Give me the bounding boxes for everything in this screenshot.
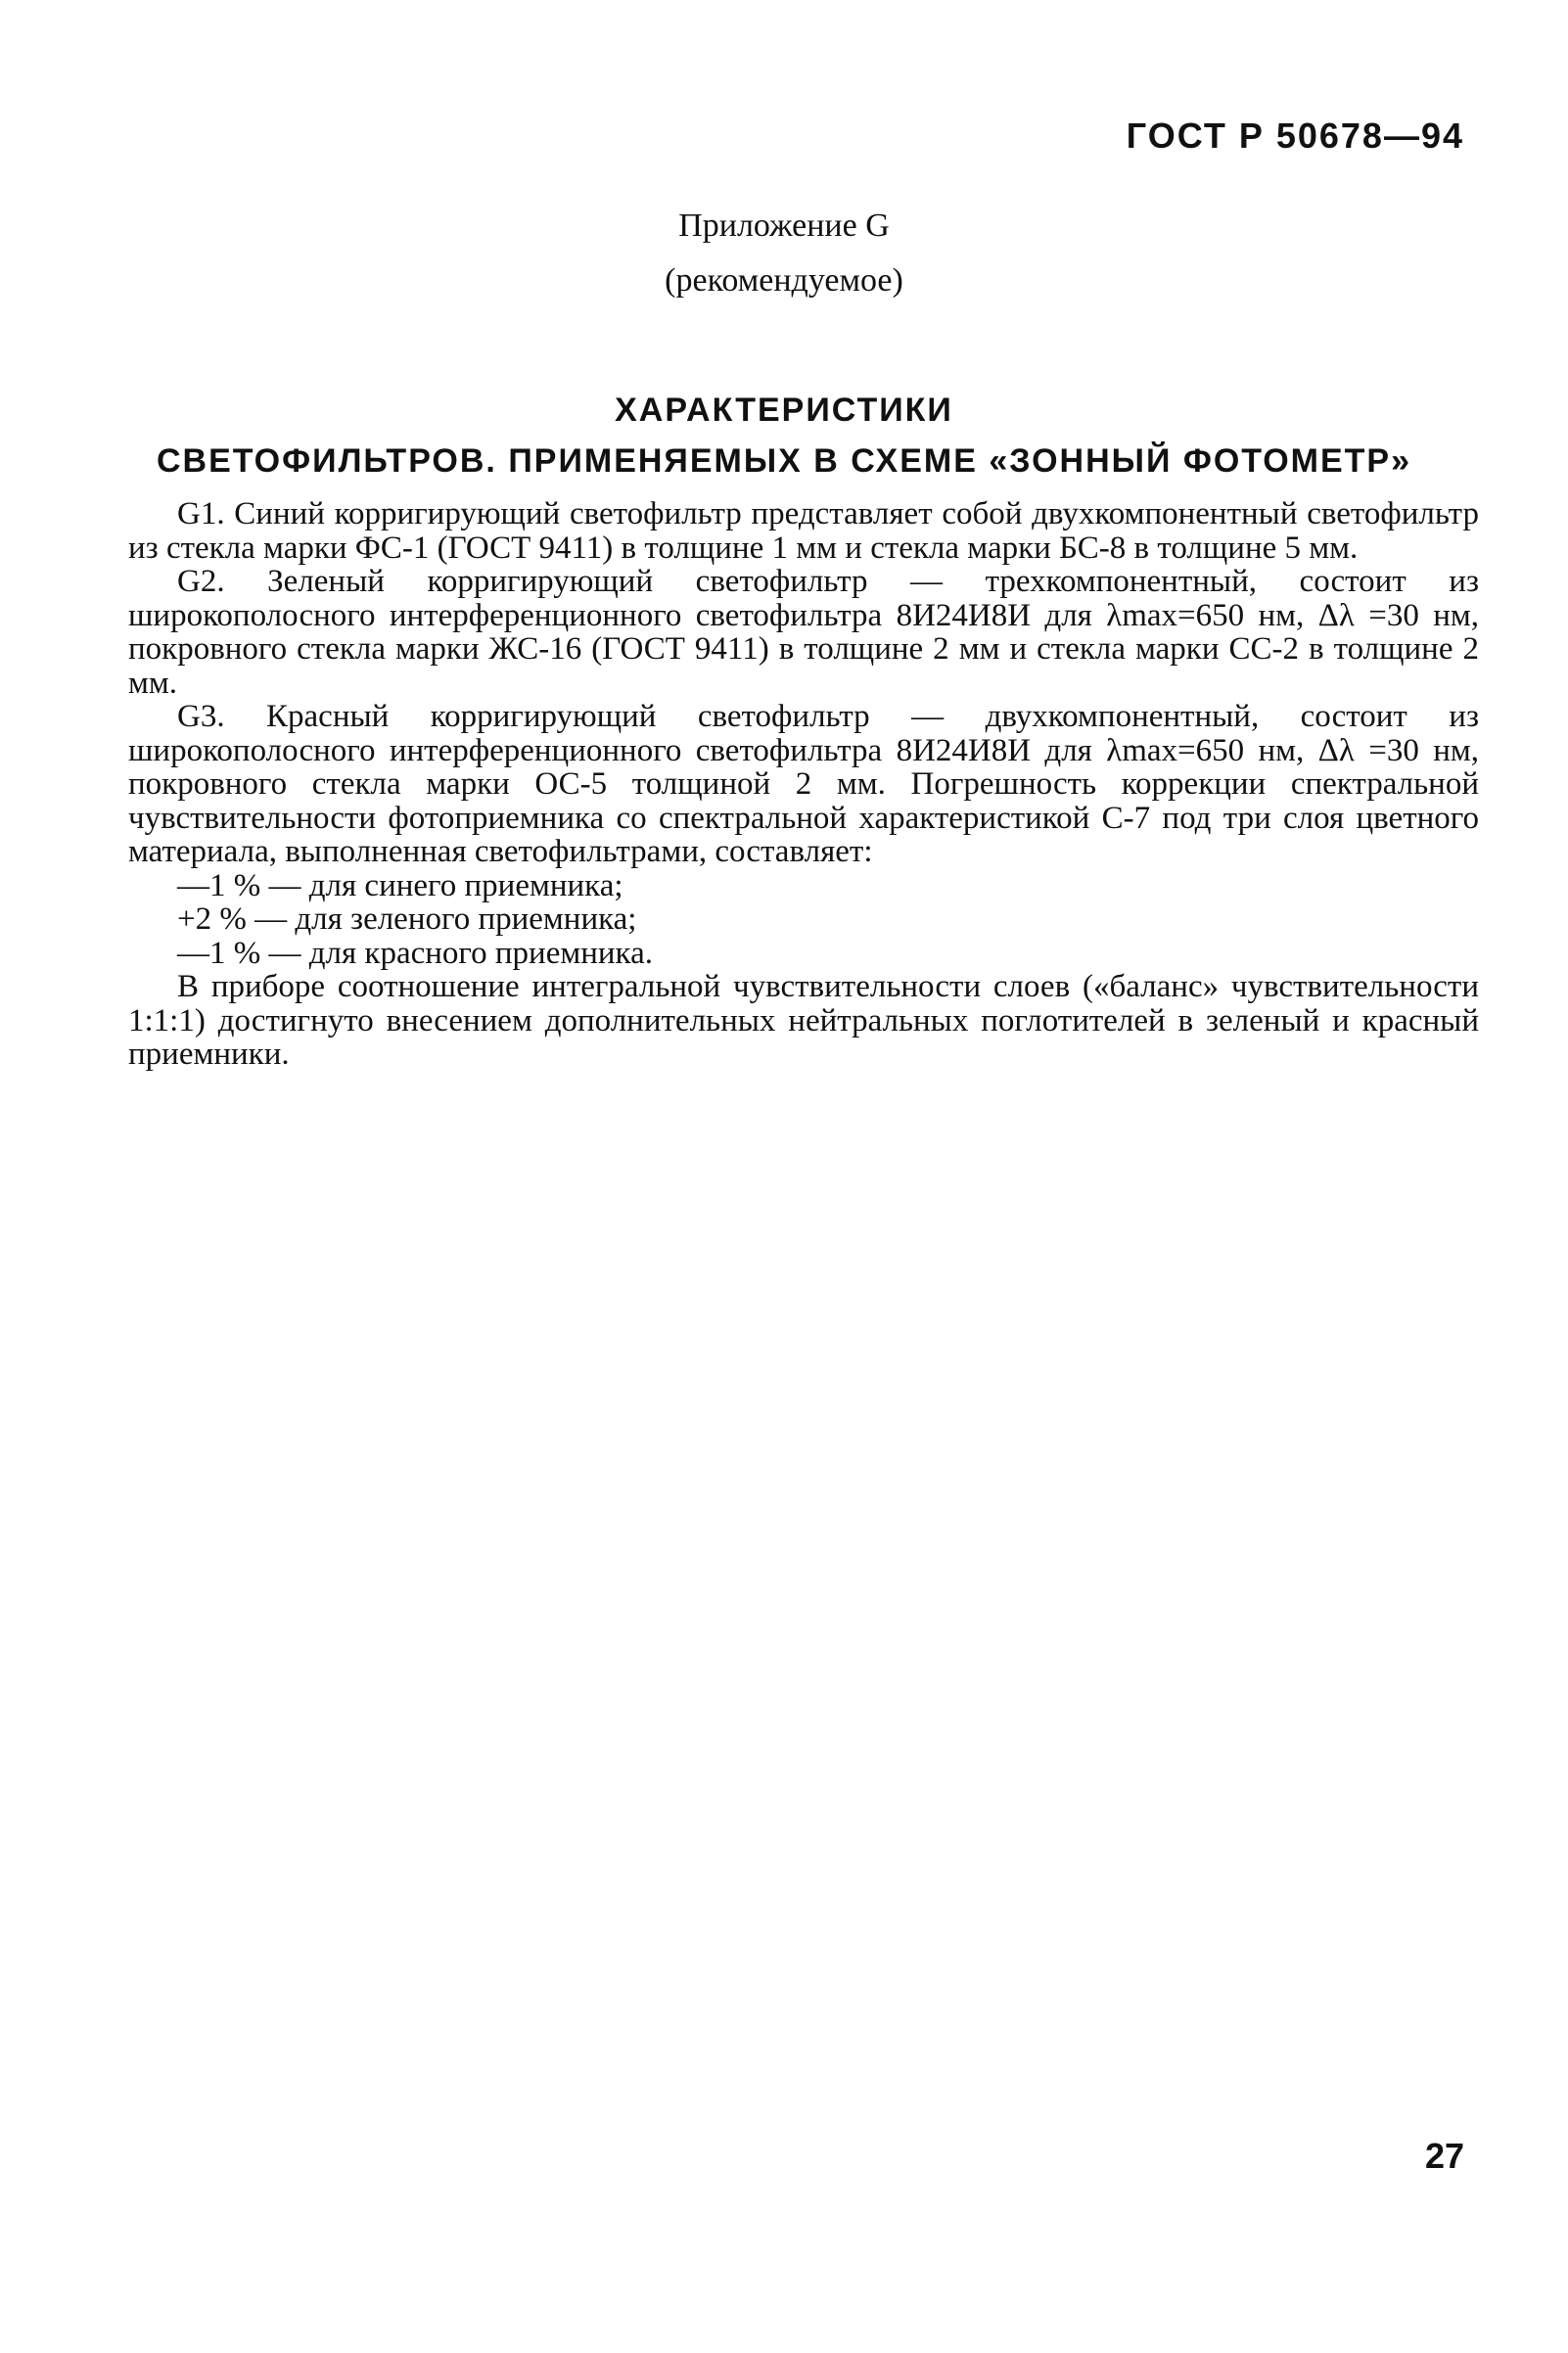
document-body [128,497,1479,1072]
section-title-line-2: СВЕТОФИЛЬТРОВ. ПРИМЕНЯЕМЫХ В СХЕМЕ «ЗОННЫЙ ФОТОМЕТР» [156,442,1412,480]
section-title-line-1: ХАРАКТЕРИСТИКИ [615,392,953,429]
page-number: 27 [1424,2136,1464,2176]
list-item-green: +2 % — для зеленого приемника; [177,901,637,937]
paragraph-g3: G3. Красный корригирующий светофильтр — двухкомпонентный, состоит из широкополосного интерференционного светофильтра 8И24И8И для λmax=650 нм, Δλ =30 нм, покровного стекла марки ОС-5 толщиной 2 мм. Погрешность коррекции спектральной чувствительности фотоприемника со спектральной характеристикой С-7 под три слоя цветного материала, выполненная светофильтрами, составляет: [128,699,1479,869]
list-item-blue: —1 % — для синего приемника; [177,867,623,903]
paragraph-g1: G1. Синий корригирующий светофильтр представляет собой двухкомпонентный светофильтр из стекла марки ФС-1 (ГОСТ 9411) в толщине 1 мм и стекла марки БС-8 в толщине 5 мм. [128,496,1479,566]
paragraph-g2: G2. Зеленый корригирующий светофильтр — трехкомпонентный, состоит из широкополосного интерференционного светофильтра 8И24И8И для λmax=650 нм, Δλ =30 нм, покровного стекла марки ЖС-16 (ГОСТ 9411) в толщине 2 мм и стекла марки СС-2 в толщине 2 мм. [128,564,1479,701]
appendix-title: Приложение G [678,208,890,244]
document-code: ГОСТ Р 50678—94 [1126,115,1464,156]
appendix-status: (рекомендуемое) [665,262,903,299]
paragraph-balance: В приборе соотношение интегральной чувствительности слоев («баланс» чувствительности 1:1:1) достигнуто внесением дополнительных нейтральных поглотителей в зеленый и красный приемники. [128,969,1479,1072]
list-item-red: —1 % — для красного приемника. [177,935,653,971]
